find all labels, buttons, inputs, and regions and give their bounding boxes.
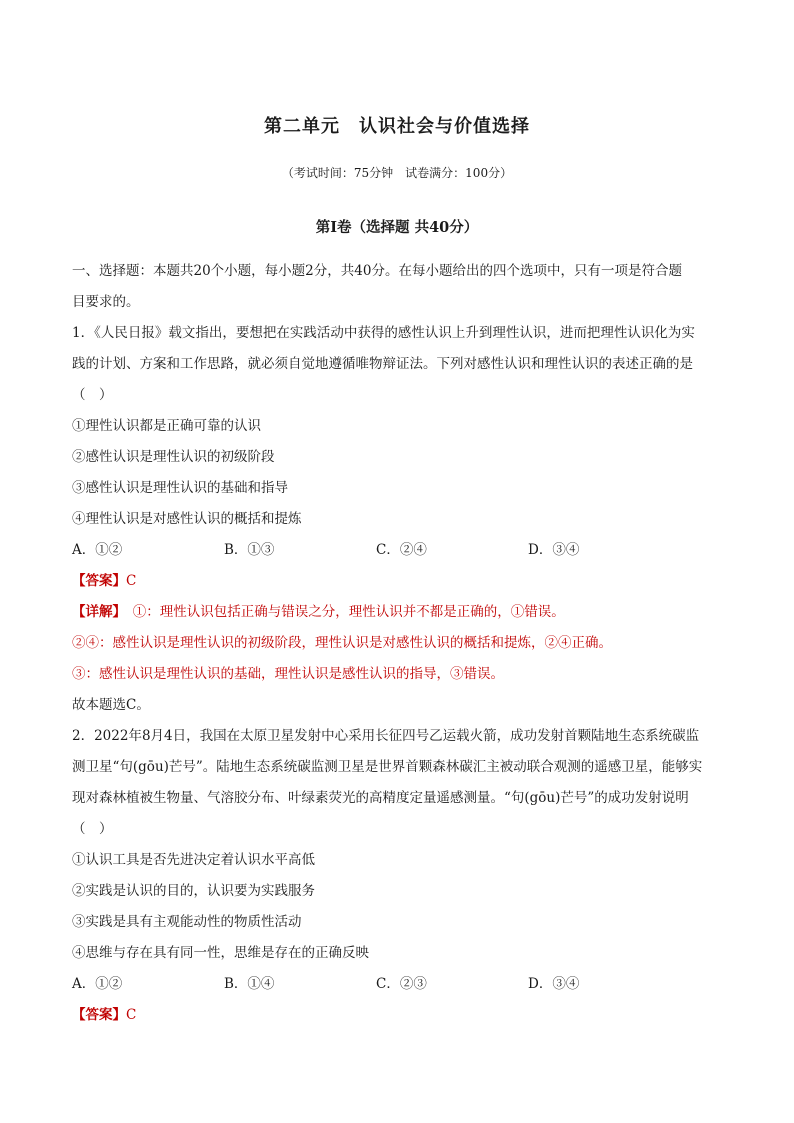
question-2-blank: （ ） [72,821,113,837]
section-heading: 第Ⅰ卷（选择题 共40分） [315,219,479,236]
detail-text: ①：理性认识包括正确与错误之分，理性认识并不都是正确的，①错误。 [132,604,565,620]
instructions-line: 目要求的。 [72,294,140,310]
answer-value: C [126,573,137,589]
statement: ②实践是认识的目的，认识要为实践服务 [72,883,315,899]
conclusion: 故本题选C。 [72,697,150,713]
exam-body [72,258,732,1033]
option-d: D．③④ [528,542,580,558]
detail-tag: 【详解】 [72,604,126,620]
question-1-options [72,537,732,568]
statement: ③感性认识是理性认识的基础和指导 [72,480,288,496]
option-c: C．②④ [376,542,427,558]
answer-value: C [126,1007,137,1023]
answer-tag: 【答案】 [72,1007,126,1023]
exam-info: （考试时间：75分钟 试卷满分：100分） [281,166,513,180]
statement: ①理性认识都是正确可靠的认识 [72,418,261,434]
detail-line: ②④：感性认识是理性认识的初级阶段，理性认识是对感性认识的概括和提炼，②④正确。 [72,635,612,651]
option-d: D．③④ [528,976,580,992]
question-1-answer [72,568,732,599]
question-1-blank: （ ） [72,387,113,403]
statement: ③实践是具有主观能动性的物质性活动 [72,914,302,930]
question-1-detail [72,599,732,630]
option-b: B．①④ [224,976,275,992]
question-2-stem: 测卫星“句(gōu)芒号”。陆地生态系统碳监测卫星是世界首颗森林碳汇主被动联合观测的遥感卫星，能够实 [72,759,703,775]
statement: ④理性认识是对感性认识的概括和提炼 [72,511,302,527]
detail-line: ③：感性认识是理性认识的基础，理性认识是感性认识的指导，③错误。 [72,666,504,682]
statement: ④思维与存在具有同一性，思维是存在的正确反映 [72,945,369,961]
question-2-stem: 2．2022年8月4日，我国在太原卫星发射中心采用长征四号乙运载火箭，成功发射首颗陆地生态系统碳监 [72,728,700,744]
unit-title: 第二单元 认识社会与价值选择 [264,116,530,137]
option-b: B．①③ [224,542,275,558]
question-2-answer [72,1002,732,1033]
answer-tag: 【答案】 [72,573,126,589]
instructions-line: 一、选择题：本题共20个小题，每小题2分，共40分。在每小题给出的四个选项中，只有一项是符合题 [72,263,682,279]
option-a: A．①② [72,542,123,558]
question-1-stem: 1．《人民日报》载文指出，要想把在实践活动中获得的感性认识上升到理性认识，进而把理性认识化为实 [72,325,695,341]
option-c: C．②③ [376,976,427,992]
option-a: A．①② [72,976,123,992]
question-1-stem: 践的计划、方案和工作思路，就必须自觉地遵循唯物辩证法。下列对感性认识和理性认识的表述正确的是 [72,356,693,372]
question-2-stem: 现对森林植被生物量、气溶胶分布、叶绿素荧光的高精度定量遥感测量。“句(gōu)芒号”的成功发射说明 [72,790,689,806]
statement: ①认识工具是否先进决定着认识水平高低 [72,852,315,868]
question-2-options [72,971,732,1002]
statement: ②感性认识是理性认识的初级阶段 [72,449,275,465]
